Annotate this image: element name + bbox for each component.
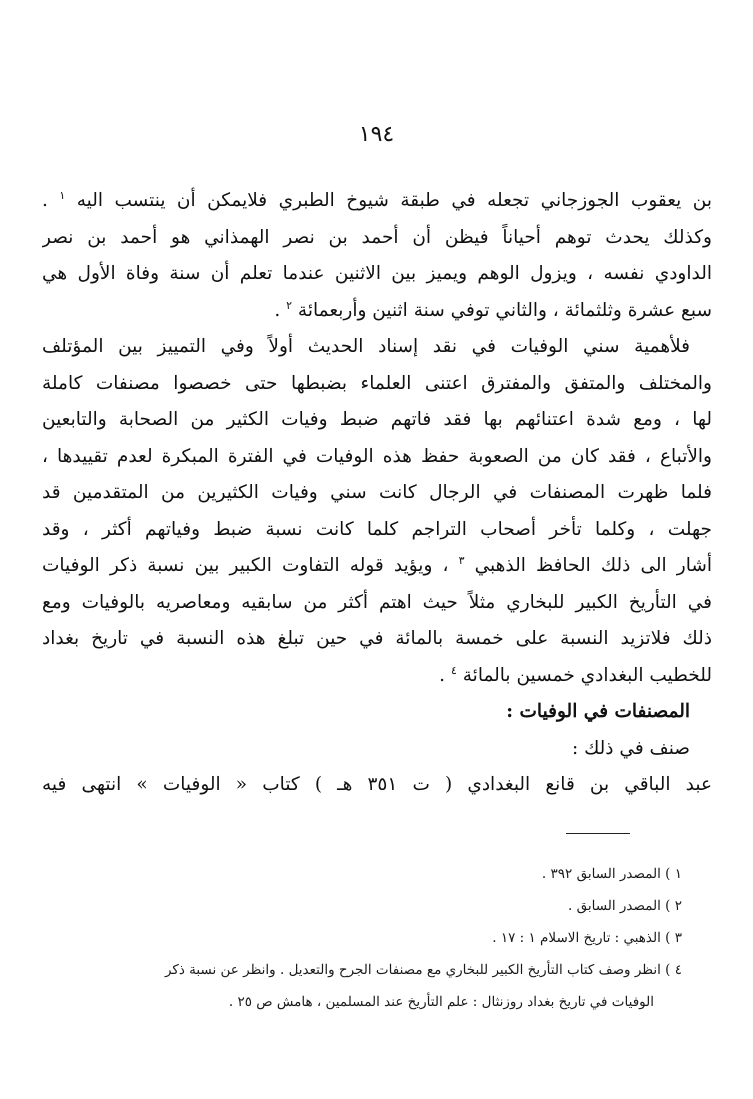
footnote-ref: ٤ (450, 663, 457, 677)
footnotes (42, 858, 682, 1018)
text-line: للخطيب البغدادي خمسين بالمائة $^٤$ . (439, 663, 712, 686)
footnote-item: ١ ) المصدر السابق ٣٩٢ . (541, 866, 682, 882)
text-line: بن يعقوب الجوزجاني تجعله في طبقة شيوخ الطبري فلايمكن أن ينتسب اليه $^١$ . (42, 188, 712, 211)
main-text (42, 183, 712, 804)
footnote-ref: ١ (59, 188, 66, 202)
text-line: لها ، ومع شدة اعتنائهم بها فقد فاتهم ضبط وفيات الكثير من الصحابة والتابعين (42, 409, 712, 430)
footnote-item: ٢ ) المصدر السابق . (567, 898, 682, 914)
text-line: فلأهمية سني الوفيات في نقد إسناد الحديث أولاً وفي التمييز بين المؤتلف (42, 336, 690, 357)
text-line: الداودي نفسه ، ويزول الوهم ويميز بين الاثنين عندما تعلم أن سنة وفاة الأول هي (42, 263, 712, 284)
section-heading: المصنفات في الوفيات : (506, 701, 690, 722)
text-line: صنف في ذلك : (571, 737, 690, 759)
text-line: عبد الباقي بن قانع البغدادي ( ت ٣٥١ هـ ) كتاب « الوفيات » انتهى فيه (42, 774, 712, 795)
footnote-item-continued: الوفيات في تاريخ بغداد روزنثال : علم التأريخ عند المسلمين ، هامش ص ٢٥ . (228, 994, 654, 1010)
page-number: ١٩٤ (358, 122, 395, 147)
footnote-item: ٣ ) الذهبي : تاريخ الاسلام ١ : ١٧ . (492, 930, 682, 946)
text-line: وكذلك يحدث توهم أحياناً فيظن أن أحمد بن نصر الهمذاني هو أحمد بن نصر (42, 226, 712, 248)
footnote-item: ٤ ) انظر وصف كتاب التأريخ الكبير للبخاري مع مصنفات الجرح والتعديل . وانظر عن نسبة ذكر (164, 962, 682, 978)
text-line: سبع عشرة وثلثمائة ، والثاني توفي سنة اثنين وأربعمائة $^٢$ . (274, 298, 712, 321)
footnote-ref: ٣ (458, 553, 465, 567)
text-line: أشار الى ذلك الحافظ الذهبي $^٣$ ، ويؤيد قوله التفاوت الكبير بين نسبة ذكر الوفيات (42, 553, 712, 576)
text-line: فلما ظهرت المصنفات في الرجال كانت سني وفيات الكثيرين من المتقدمين قد (42, 482, 712, 503)
text-line: جهلت ، وكلما تأخر أصحاب التراجم كلما كانت نسبة ضبط وفياتهم أكثر ، وقد (42, 518, 712, 540)
text-line: في التأريخ الكبير للبخاري مثلاً حيث اهتم أكثر من سابقيه ومعاصريه بالوفيات ومع (42, 591, 712, 613)
text-line: والمختلف والمتفق والمفترق اعتنى العلماء بضبطها حتى خصصوا مصنفات كاملة (42, 372, 712, 394)
text-line: ذلك فلاتزيد النسبة على خمسة بالمائة في حين تبلغ هذه النسبة في تاريخ بغداد (42, 628, 712, 649)
footnote-divider (566, 833, 630, 834)
footnote-ref: ٢ (286, 298, 293, 312)
text-line: والأتباع ، فقد كان من الصعوبة حفظ هذه الوفيات في الفترة المبكرة لعدم تقييدها ، (42, 445, 712, 467)
